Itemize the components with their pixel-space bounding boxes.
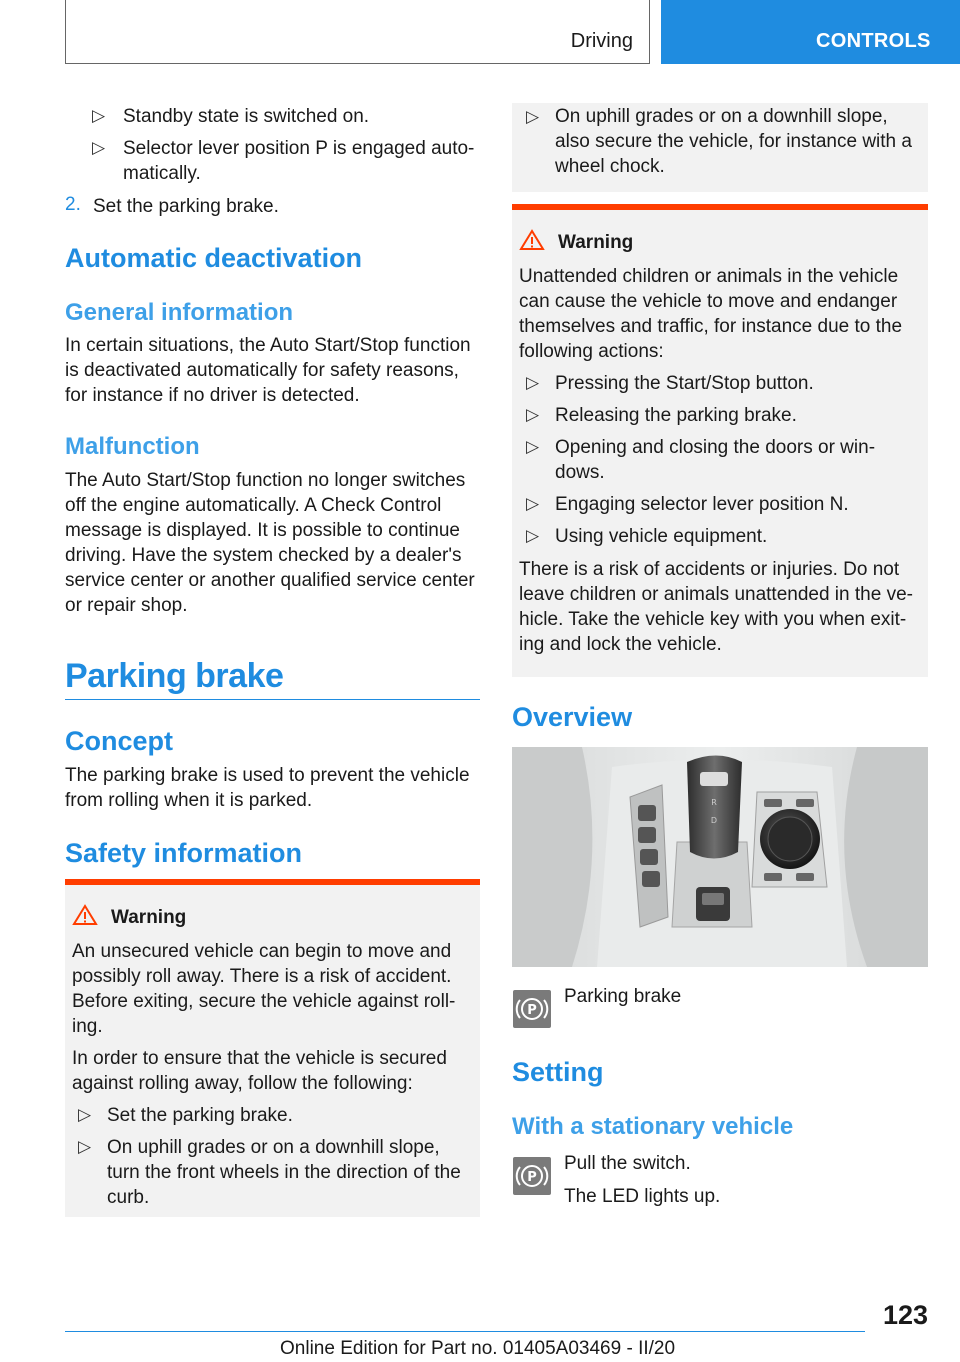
list-item-cont: curb. xyxy=(107,1187,150,1208)
paragraph-line: The parking brake is used to prevent the vehicle xyxy=(65,765,470,786)
bullet-icon: ▷ xyxy=(526,107,540,126)
list-item: On uphill grades or on a downhill slope, xyxy=(107,1137,440,1158)
step-text: Set the parking brake. xyxy=(93,196,279,217)
warning-line: Before exiting, secure the vehicle against roll- xyxy=(72,991,456,1012)
list-item: Releasing the parking brake. xyxy=(555,405,797,426)
paragraph-line: from rolling when it is parked. xyxy=(65,790,313,811)
list-item: Opening and closing the doors or win- xyxy=(555,437,876,458)
footer-edition: Online Edition for Part no. 01405A03469 - II/20 xyxy=(280,1338,676,1359)
legend-label: Parking brake xyxy=(564,986,682,1007)
heading-general-information: General information xyxy=(65,299,294,326)
header-chapter-tab[interactable] xyxy=(661,0,960,64)
heading-automatic-deactivation: Automatic deactivation xyxy=(65,243,363,273)
warning-line: possibly roll away. There is a risk of accident. xyxy=(72,966,452,987)
paragraph-line: for instance if no driver is detected. xyxy=(65,385,360,406)
instruction-line: The LED lights up. xyxy=(564,1186,721,1207)
footer-rule xyxy=(65,1331,865,1332)
bullet-icon: ▷ xyxy=(526,437,540,456)
warning-line: following actions: xyxy=(519,341,664,362)
list-item: Selector lever position P is engaged auto- xyxy=(123,138,475,159)
heading-concept: Concept xyxy=(65,726,173,756)
console-photo xyxy=(512,747,928,967)
heading-stationary-vehicle: With a stationary vehicle xyxy=(512,1113,794,1140)
list-item-cont: dows. xyxy=(555,462,605,483)
list-item: Engaging selector lever position N. xyxy=(555,494,849,515)
list-item: Set the parking brake. xyxy=(107,1105,293,1126)
heading-setting: Setting xyxy=(512,1057,604,1087)
bullet-icon: ▷ xyxy=(526,494,540,513)
bullet-icon: ▷ xyxy=(526,405,540,424)
header-bar xyxy=(65,0,650,64)
warning-line: Unattended children or animals in the vehicle xyxy=(519,266,899,287)
bullet-icon: ▷ xyxy=(92,106,106,125)
paragraph-line: is deactivated automatically for safety reasons, xyxy=(65,360,459,381)
warning-line: leave children or animals unattended in the ve- xyxy=(519,584,913,605)
list-item-cont: wheel chock. xyxy=(555,156,665,177)
parking-brake-icon xyxy=(513,1157,551,1195)
svg-text:D: D xyxy=(710,816,718,825)
list-item-cont: matically. xyxy=(123,163,201,184)
paragraph-line: driving. Have the system checked by a dealer's xyxy=(65,545,462,566)
svg-text:P: P xyxy=(527,1170,537,1185)
list-item-cont: also secure the vehicle, for instance with a xyxy=(555,131,912,152)
page-number: 123 xyxy=(882,1300,928,1330)
warning-line: against rolling away, follow the following: xyxy=(72,1073,413,1094)
warning-triangle-icon xyxy=(72,904,98,926)
warning-line: themselves and traffic, for instance due to the xyxy=(519,316,903,337)
paragraph-line: off the engine automatically. A Check Control xyxy=(65,495,442,516)
warning-line: can cause the vehicle to move and endanger xyxy=(519,291,898,312)
bullet-icon: ▷ xyxy=(92,138,106,157)
header-section-label: Driving xyxy=(570,30,633,52)
warning-line: In order to ensure that the vehicle is secured xyxy=(72,1048,447,1069)
paragraph-line: or repair shop. xyxy=(65,595,188,616)
heading-safety-information: Safety information xyxy=(65,838,303,868)
svg-text:P: P xyxy=(527,1003,537,1018)
bullet-icon: ▷ xyxy=(78,1137,92,1156)
svg-text:R: R xyxy=(711,798,717,807)
header-chapter-label: CONTROLS xyxy=(816,30,931,52)
warning-line: An unsecured vehicle can begin to move and xyxy=(72,941,452,962)
bullet-icon: ▷ xyxy=(526,526,540,545)
paragraph-line: message is displayed. It is possible to continue xyxy=(65,520,460,541)
bullet-icon: ▷ xyxy=(526,373,540,392)
warning-line: There is a risk of accidents or injuries. Do not xyxy=(519,559,900,580)
section-rule xyxy=(65,699,480,700)
list-item: On uphill grades or on a downhill slope, xyxy=(555,106,888,127)
list-item: Pressing the Start/Stop button. xyxy=(555,373,814,394)
heading-malfunction: Malfunction xyxy=(65,433,200,460)
warning-line: ing and lock the vehicle. xyxy=(519,634,722,655)
warning-title: Warning xyxy=(558,232,634,253)
list-item-cont: turn the front wheels in the direction of the xyxy=(107,1162,461,1183)
warning-triangle-icon xyxy=(519,229,545,251)
parking-brake-icon xyxy=(513,990,551,1028)
warning-title: Warning xyxy=(111,907,187,928)
bullet-icon: ▷ xyxy=(78,1105,92,1124)
instruction-line: Pull the switch. xyxy=(564,1153,691,1174)
step-number: 2. xyxy=(65,194,81,215)
warning-line: hicle. Take the vehicle key with you when exit- xyxy=(519,609,907,630)
list-item: Standby state is switched on. xyxy=(123,106,370,127)
paragraph-line: service center or another qualified service center xyxy=(65,570,475,591)
paragraph-line: The Auto Start/Stop function no longer switches xyxy=(65,470,466,491)
heading-parking-brake: Parking brake xyxy=(65,657,284,695)
warning-line: ing. xyxy=(72,1016,103,1037)
paragraph-line: In certain situations, the Auto Start/Stop function xyxy=(65,335,471,356)
list-item: Using vehicle equipment. xyxy=(555,526,768,547)
heading-overview: Overview xyxy=(512,702,633,732)
